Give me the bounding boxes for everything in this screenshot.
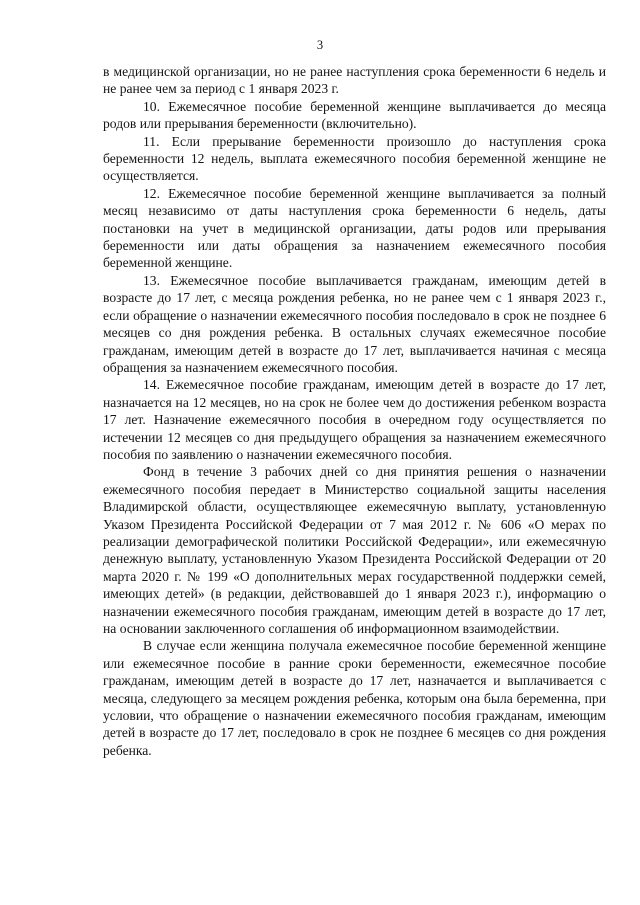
paragraph-item-10: 10. Ежемесячное пособие беременной женщине выплачивается до месяца родов или прерывания беременности (включительно). — [103, 98, 606, 132]
paragraph-item-12: 12. Ежемесячное пособие беременной женщине выплачивается за полный месяц независимо от даты наступления срока беременности 6 недель, даты постановки на учет в медицинской организации, даты родов или прерывания беременности или даты обращения за назначением ежемесячного пособия беременной женщине. — [103, 185, 606, 271]
paragraph-continuation: в медицинской организации, но не ранее наступления срока беременности 6 недель и не ранее чем за период с 1 января 2023 г. — [103, 64, 606, 97]
document-body — [103, 63, 606, 759]
page-number: 3 — [316, 38, 324, 52]
paragraph-item-14: 14. Ежемесячное пособие гражданам, имеющим детей в возрасте до 17 лет, назначается на 12 месяцев, но на срок не более чем до достижения ребенком возраста 17 лет. Назначение ежемесячного пособия в очередном году осуществляется по истечении 12 месяцев со дня предыдущего обращения за назначением ежемесячного пособия по заявлению о назначении ежемесячного пособия. — [103, 377, 606, 462]
paragraph-item-13: 13. Ежемесячное пособие выплачивается гражданам, имеющим детей в возрасте до 17 лет, с месяца рождения ребенка, но не ранее чем с 1 января 2023 г., если обращение о назначении ежемесячного пособия последовало в срок не позднее 6 месяцев со дня рождения ребенка. В остальных случаях ежемесячное пособие гражданам, имеющим детей в возрасте до 17 лет, выплачивается начиная с месяца обращения за назначением ежемесячного пособия. — [103, 272, 606, 375]
paragraph-fund-notice: Фонд в течение 3 рабочих дней со дня принятия решения о назначении ежемесячного пособия передает в Министерство социальной защиты населения Владимирской области, осуществляющее ежемесячную выплату, установленную Указом Президента Российской Федерации от 7 мая 2012 г. № 606 «О мерах по реализации демографической политики Российской Федерации», или ежемесячную денежную выплату, установленную Указом Президента Российской Федерации от 20 марта 2020 г. № 199 «О дополнительных мерах государственной поддержки семей, имеющих детей» (в редакции, действовавшей до 1 января 2023 г.), информацию о назначении ежемесячного пособия гражданам, имеющим детей в возрасте до 17 лет, на основании заключенного соглашения об информационном взаимодействии. — [103, 464, 606, 636]
paragraph-pregnancy-case: В случае если женщина получала ежемесячное пособие беременной женщине или ежемесячное пособие в ранние сроки беременности, ежемесячное пособие гражданам, имеющим детей в возрасте до 17 лет, назначается и выплачивается с месяца, следующего за месяцем рождения ребенка, которым она была беременна, при условии, что обращение о назначении ежемесячного пособия гражданам, имеющим детей в возрасте до 17 лет, последовало в срок не позднее 6 месяцев со дня рождения ребенка. — [103, 638, 606, 758]
paragraph-item-11: 11. Если прерывание беременности произошло до наступления срока беременности 12 недель, выплата ежемесячного пособия беременной женщине не осуществляется. — [103, 133, 606, 184]
